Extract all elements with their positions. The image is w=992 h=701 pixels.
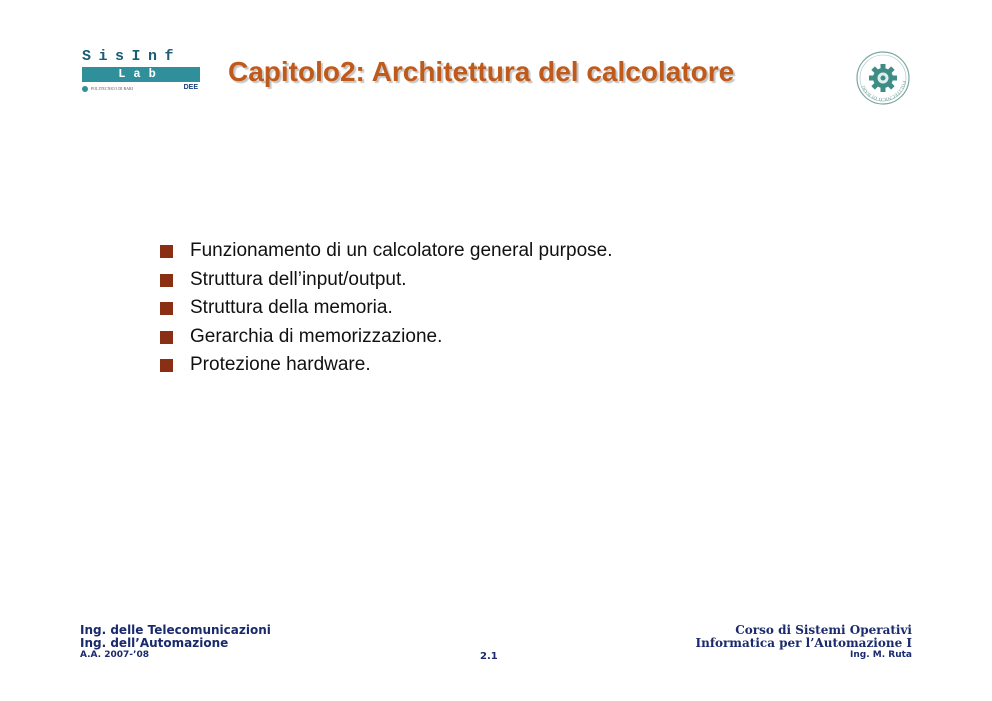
footer-right (695, 624, 912, 661)
bullet-text: Funzionamento di un calcolatore general purpose. (190, 240, 613, 261)
footer-instructor: Ing. M. Ruta (850, 650, 912, 660)
bullet-text: Struttura dell’input/output. (190, 268, 407, 290)
square-bullet-icon (160, 302, 173, 315)
square-bullet-icon (160, 359, 173, 372)
logo-dept-text: DEE (183, 84, 198, 91)
footer-course-line: Ing. delle Telecomunicazioni (80, 623, 271, 637)
square-bullet-icon (160, 331, 173, 344)
square-bullet-icon (160, 274, 173, 287)
footer-course-name: Corso di Sistemi Operativi (735, 623, 912, 637)
logo-bar-text: Lab (82, 67, 200, 82)
logo-bottom (82, 85, 200, 93)
svg-text:POLITECNICO DI BARI: POLITECNICO DI BARI (861, 80, 906, 102)
politecnico-seal-icon (855, 50, 911, 106)
slide-title: Capitolo2: Architettura del calcolatore (228, 56, 735, 87)
footer-course-line: Ing. dell’Automazione (80, 636, 229, 650)
square-bullet-icon (160, 245, 173, 258)
footer-course-name: Informatica per l’Automazione I (695, 636, 912, 650)
bullet-text: Protezione hardware. (190, 354, 371, 376)
sisinf-lab-logo (82, 49, 200, 95)
logo-university-text: POLITECNICO DI BARI (91, 86, 133, 91)
bullet-text: Gerarchia di memorizzazione. (190, 325, 443, 347)
logo-top-text: SisInf (82, 48, 182, 65)
bullet-text: Struttura della memoria. (190, 297, 393, 319)
footer-left (80, 624, 271, 661)
politecnico-dot-icon (82, 86, 88, 92)
footer-academic-year: A.A. 2007-’08 (80, 650, 149, 660)
page-number: 2.1 (480, 651, 498, 662)
